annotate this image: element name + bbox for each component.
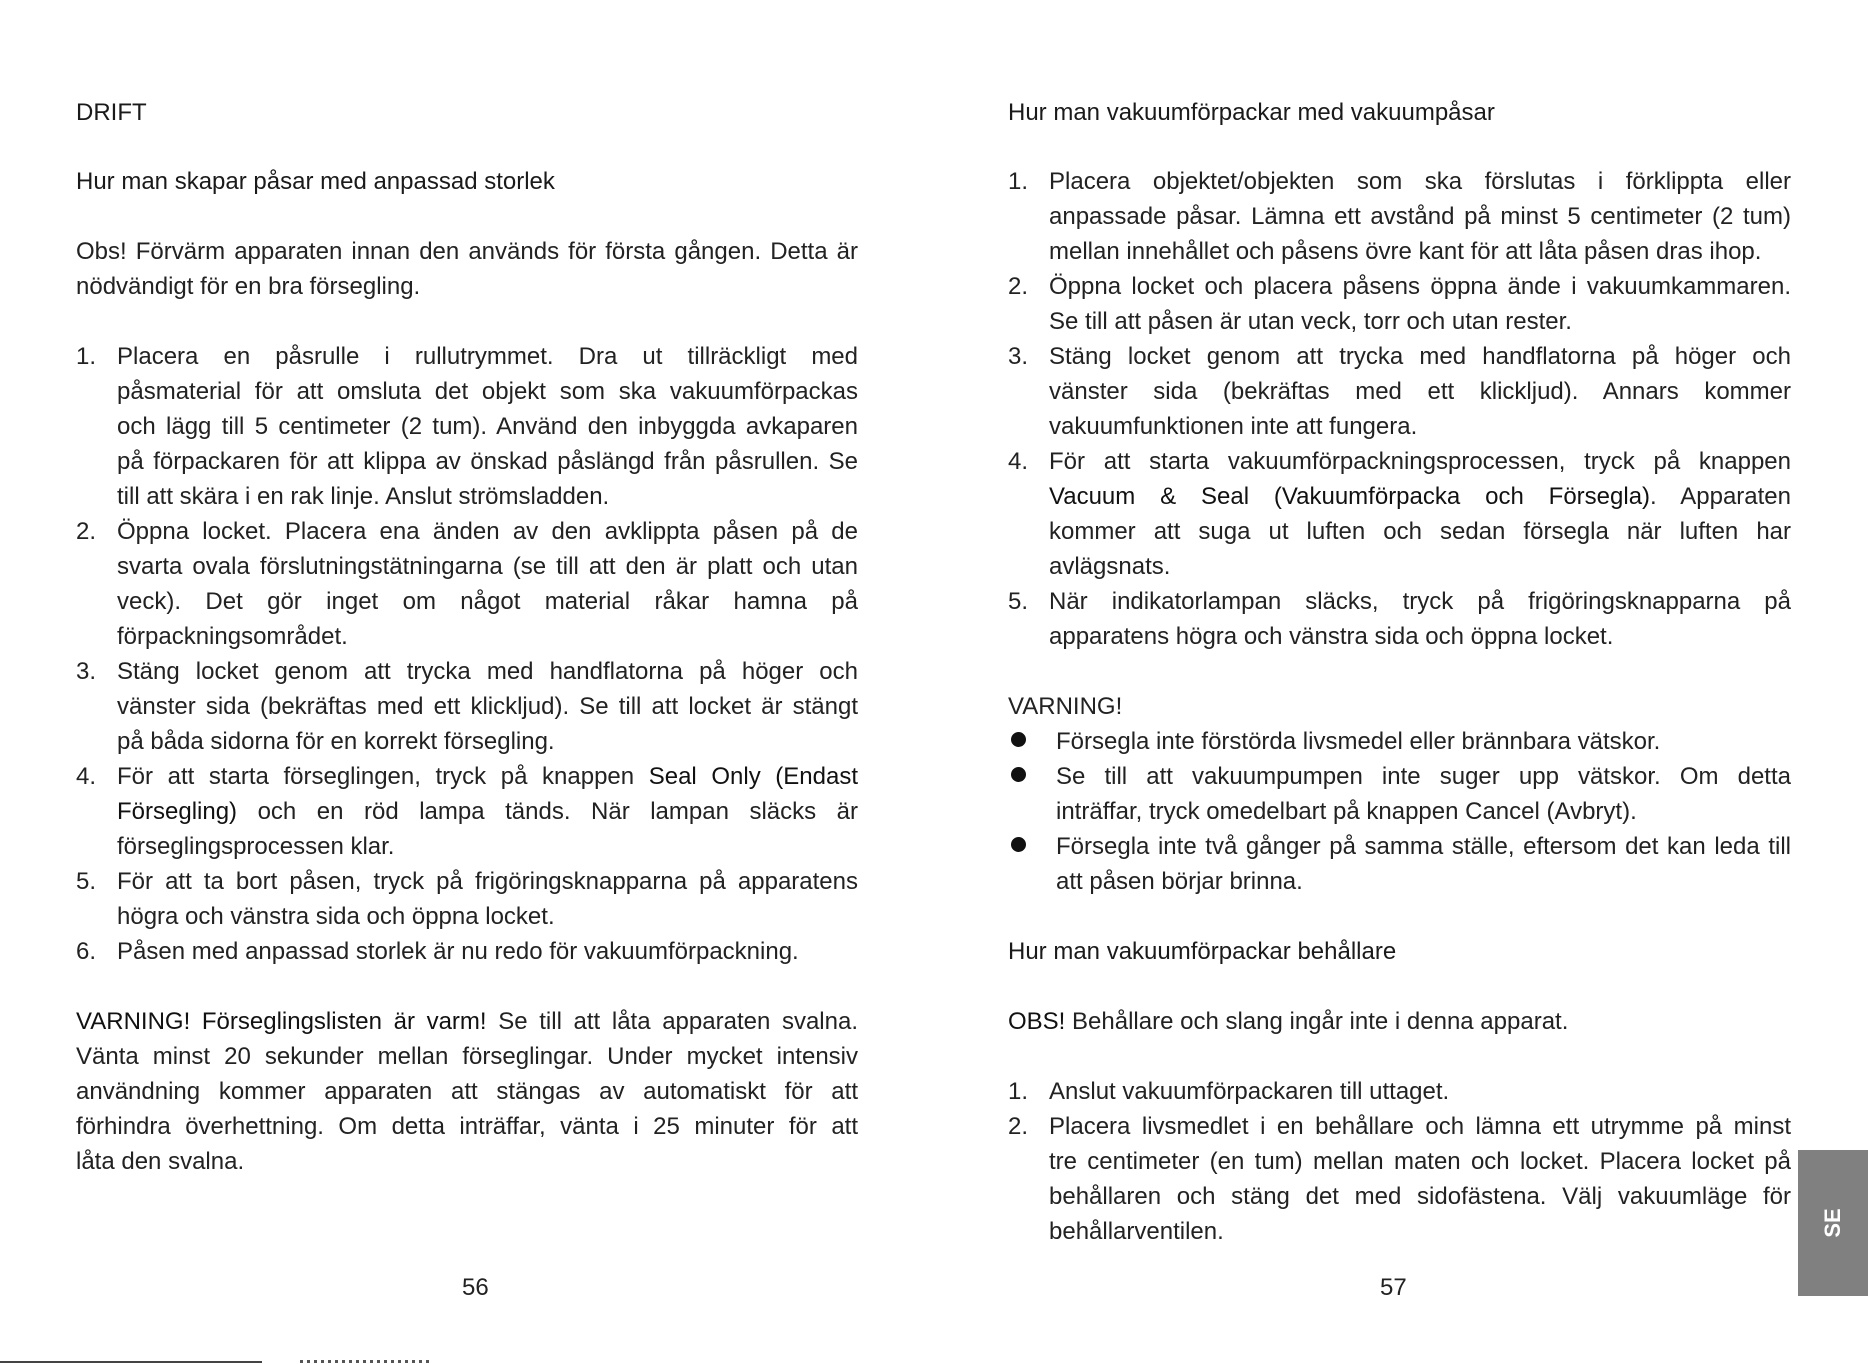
intro-line: Obs! Förvärm apparaten innan den används för första gången. Detta är <box>76 238 858 265</box>
step-line: kommer att suga ut luften och sedan försegla när luften har <box>1049 518 1791 545</box>
step-number: 3. <box>76 658 97 685</box>
step-line: Anslut vakuumförpackaren till uttaget. <box>1049 1078 1450 1105</box>
language-tab <box>1798 1150 1868 1296</box>
step-line: Påsen med anpassad storlek är nu redo för vakuumförpackning. <box>117 938 799 965</box>
step-line: Placera livsmedlet i en behållare och lämna ett utrymme på minst <box>1049 1113 1791 1140</box>
warning-strong: VARNING! Förseglingslisten är varm! <box>76 1008 487 1035</box>
obs-strong: OBS! <box>1008 1008 1066 1035</box>
step-line: Se till att påsen är utan veck, torr och utan rester. <box>1049 308 1572 335</box>
vacuum-seal-button-name: Vacuum & Seal (Vakuumförpacka och Försegla) <box>1049 483 1651 510</box>
step-line: och lägg till 5 centimeter (2 tum). Använd den inbyggda avkaparen <box>117 413 858 440</box>
section-title: DRIFT <box>76 99 147 126</box>
step-line: högra och vänstra sida och öppna locket. <box>117 903 555 930</box>
step-line <box>1049 479 1791 514</box>
step-number: 3. <box>1008 343 1029 370</box>
seal-only-button-name: Seal Only (Endast <box>648 763 858 790</box>
step-line: avlägsnats. <box>1049 553 1171 580</box>
step-line: påsmaterial för att omsluta det objekt som ska vakuumförpackas <box>117 378 858 405</box>
step-number: 2. <box>1008 273 1029 300</box>
bullet-line: att påsen börjar brinna. <box>1056 868 1303 895</box>
step-text: För att starta förseglingen, tryck på knappen <box>117 763 649 790</box>
warning-title: VARNING! <box>1008 693 1123 720</box>
step-line: behållaren och stäng det med sidofästena. Välj vakuumläge för <box>1049 1183 1791 1210</box>
heading-custom-bags: Hur man skapar påsar med anpassad storlek <box>76 168 555 195</box>
step-line: När indikatorlampan släcks, tryck på frigöringsknapparna på <box>1049 588 1791 615</box>
step-line: veck). Det gör inget om något material råkar hamna på <box>117 588 858 615</box>
step-number: 1. <box>1008 168 1029 195</box>
step-line: behållarventilen. <box>1049 1218 1224 1245</box>
obs-text: Behållare och slang ingår inte i denna apparat. <box>1065 1008 1569 1035</box>
intro-line: nödvändigt för en bra försegling. <box>76 273 421 300</box>
step-line: Öppna locket. Placera ena änden av den avklippta påsen på de <box>117 518 858 545</box>
page-number-left: 56 <box>462 1274 489 1301</box>
bullet-icon <box>1011 767 1026 782</box>
step-line: apparatens högra och vänstra sida och öppna locket. <box>1049 623 1614 650</box>
step-line: på förpackaren för att klippa av önskad påslängd från påsrullen. Se <box>117 448 858 475</box>
step-line: Placera en påsrulle i rullutrymmet. Dra ut tillräckligt med <box>117 343 858 370</box>
step-text: . Apparaten <box>1650 483 1791 510</box>
bullet-line: Se till att vakuumpumpen inte suger upp vätskor. Om detta <box>1056 763 1791 790</box>
step-line: Stäng locket genom att trycka med handflatorna på höger och <box>117 658 858 685</box>
footer-marks <box>300 1360 430 1363</box>
bullet-line: Försegla inte två gånger på samma ställe, eftersom det kan leda till <box>1056 833 1791 860</box>
step-line: vakuumfunktionen inte att fungera. <box>1049 413 1418 440</box>
step-number: 5. <box>1008 588 1029 615</box>
bullet-icon <box>1011 837 1026 852</box>
step-number: 2. <box>1008 1113 1029 1140</box>
step-line: Placera objektet/objekten som ska förslutas i förklippta eller <box>1049 168 1791 195</box>
step-line <box>117 759 858 794</box>
step-line: vänster sida (bekräftas med ett klickljud). Se till att locket är stängt <box>117 693 858 720</box>
warning-line: låta den svalna. <box>76 1148 245 1175</box>
step-line: mellan innehållet och påsens övre kant för att låta påsen dras ihop. <box>1049 238 1762 265</box>
step-line: tre centimeter (en tum) mellan maten och locket. Placera locket på <box>1049 1148 1791 1175</box>
step-line: till att skära i en rak linje. Anslut strömsladden. <box>117 483 610 510</box>
step-line: Stäng locket genom att trycka med handflatorna på höger och <box>1049 343 1791 370</box>
bullet-icon <box>1011 732 1026 747</box>
obs-line <box>1008 1004 1791 1039</box>
footer-rule <box>0 1361 262 1363</box>
step-number: 4. <box>1008 448 1029 475</box>
step-line: förpackningsområdet. <box>117 623 348 650</box>
warning-line: förhindra överhettning. Om detta inträffar, vänta i 25 minuter för att <box>76 1113 858 1140</box>
language-tab-label: SE <box>1820 1208 1845 1238</box>
page-number-right: 57 <box>1380 1274 1407 1301</box>
seal-only-button-name: Försegling) <box>117 798 238 825</box>
bullet-line: inträffar, tryck omedelbart på knappen Cancel (Avbryt). <box>1056 798 1637 825</box>
heading-containers: Hur man vakuumförpackar behållare <box>1008 938 1397 965</box>
step-number: 1. <box>76 343 97 370</box>
step-line: på båda sidorna för en korrekt försegling. <box>117 728 555 755</box>
bullet-line: Försegla inte förstörda livsmedel eller brännbara vätskor. <box>1056 728 1661 755</box>
step-line: anpassade påsar. Lämna ett avstånd på minst 5 centimeter (2 tum) <box>1049 203 1791 230</box>
step-line: svarta ovala förslutningstätningarna (se till att den är platt och utan <box>117 553 858 580</box>
step-number: 2. <box>76 518 97 545</box>
warning-line: användning kommer apparaten att stängas av automatiskt för att <box>76 1078 858 1105</box>
step-line: Öppna locket och placera påsens öppna ände i vakuumkammaren. <box>1049 273 1791 300</box>
warning-line <box>76 1004 858 1039</box>
step-line: För att ta bort påsen, tryck på frigöringsknapparna på apparatens <box>117 868 858 895</box>
step-number: 4. <box>76 763 97 790</box>
step-number: 5. <box>76 868 97 895</box>
step-number: 1. <box>1008 1078 1029 1105</box>
step-line <box>117 794 858 829</box>
step-line: För att starta vakuumförpackningsprocessen, tryck på knappen <box>1049 448 1791 475</box>
heading-vacuum-bags: Hur man vakuumförpackar med vakuumpåsar <box>1008 99 1495 126</box>
step-number: 6. <box>76 938 97 965</box>
step-line: förseglingsprocessen klar. <box>117 833 395 860</box>
warning-line: Vänta minst 20 sekunder mellan förseglingar. Under mycket intensiv <box>76 1043 858 1070</box>
step-text: och en röd lampa tänds. När lampan släcks är <box>237 798 858 825</box>
warning-text: Se till att låta apparaten svalna. <box>486 1008 858 1035</box>
step-line: vänster sida (bekräftas med ett klickljud). Annars kommer <box>1049 378 1791 405</box>
